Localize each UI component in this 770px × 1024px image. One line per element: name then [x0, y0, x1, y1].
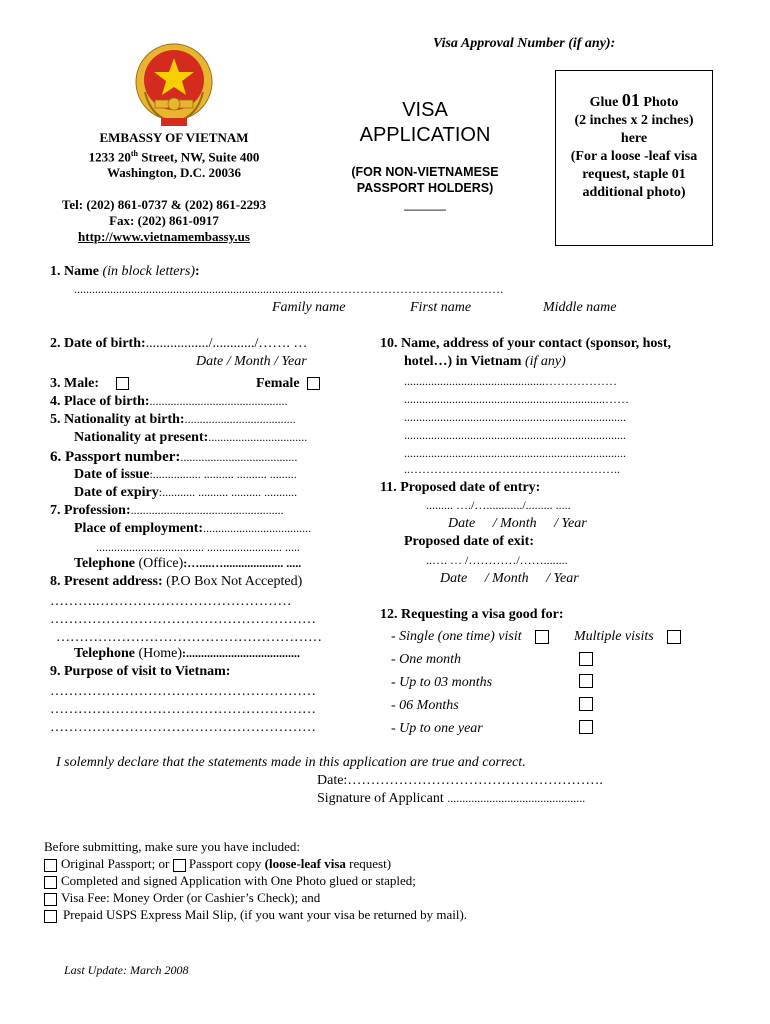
- q11-entry-date[interactable]: ......... …./…............/......... .....: [426, 498, 571, 512]
- q11-exit-hint: Date / Month / Year: [440, 571, 579, 586]
- multiple-visits-checkbox[interactable]: [667, 630, 681, 644]
- single-visit-checkbox[interactable]: [535, 630, 549, 644]
- embassy-address-2: Washington, D.C. 20036: [107, 165, 241, 181]
- q2-date-of-birth[interactable]: 2. Date of birth:................../............/……. …: [50, 336, 308, 351]
- q10-contact-label-2: hotel…) in Vietnam (if any): [404, 354, 566, 369]
- q7-profession[interactable]: 7. Profession:...................................................: [50, 503, 284, 518]
- q5-nationality-birth[interactable]: 5. Nationality at birth:.....................................: [50, 412, 296, 427]
- photo-line-4: (For a loose -leaf visa: [570, 149, 698, 164]
- photo-line-1: Glue 01 Photo: [589, 90, 679, 110]
- q9-line-1[interactable]: …………………………………………………: [50, 684, 316, 699]
- application-checkbox[interactable]: [44, 876, 57, 889]
- q12-visa-label: 12. Requesting a visa good for:: [380, 607, 564, 622]
- q3-male[interactable]: 3. Male:: [50, 376, 133, 392]
- q9-purpose: 9. Purpose of visit to Vietnam:: [50, 664, 231, 679]
- photo-line-6: additional photo): [582, 185, 686, 200]
- option-six-months: - 06 Months: [391, 698, 459, 713]
- declaration-signature[interactable]: Signature of Applicant ..............................................: [317, 791, 586, 806]
- q7-place-of-employment[interactable]: Place of employment:....................................: [74, 521, 312, 536]
- fee-checkbox[interactable]: [44, 893, 57, 906]
- male-checkbox[interactable]: [116, 377, 129, 390]
- q10-line-1[interactable]: ...............................................………………: [404, 374, 617, 388]
- option-single-visit[interactable]: - Single (one time) visit: [391, 629, 553, 645]
- q6-date-of-issue[interactable]: Date of issue:................ .......... .......... .........: [74, 467, 297, 482]
- q11-entry-hint: Date / Month / Year: [448, 516, 587, 531]
- q5-nationality-present[interactable]: Nationality at present:.................................: [74, 430, 308, 445]
- last-update: Last Update: March 2008: [64, 963, 189, 977]
- female-checkbox[interactable]: [307, 377, 320, 390]
- passport-checkbox[interactable]: [44, 859, 57, 872]
- q3-female[interactable]: Female: [256, 376, 324, 392]
- title-rule: ______: [404, 197, 446, 211]
- q1-middle-name: Middle name: [543, 300, 617, 315]
- photo-line-3: here: [620, 131, 648, 146]
- q1-family-name: Family name: [272, 300, 346, 315]
- q7-employment-line[interactable]: .................................... ......................... .....: [96, 540, 300, 554]
- q10-line-2[interactable]: ...................................................................……: [404, 392, 629, 406]
- title-visa: VISA: [402, 99, 448, 121]
- checklist-item-passport[interactable]: Original Passport; or Passport copy (loose-leaf visa request): [44, 856, 391, 872]
- embassy-fax: Fax: (202) 861-0917: [109, 213, 219, 228]
- q10-line-4[interactable]: ..........................................................................: [404, 428, 626, 442]
- q9-line-2[interactable]: …………………………………………………: [50, 702, 316, 717]
- q8-address-line-3[interactable]: …………………………………………………: [56, 630, 322, 645]
- embassy-address-1: 1233 20th Street, NW, Suite 400: [88, 149, 260, 165]
- option-multiple-visits[interactable]: Multiple visits: [574, 629, 685, 645]
- q8-address-line-2[interactable]: …………………………………………………: [50, 612, 316, 627]
- six-months-checkbox[interactable]: [579, 697, 593, 711]
- photo-line-2: (2 inches x 2 inches): [574, 113, 694, 128]
- q6-passport-number[interactable]: 6. Passport number:.......................................: [50, 449, 298, 465]
- q11-exit-label: Proposed date of exit:: [404, 534, 534, 549]
- q10-contact-label: 10. Name, address of your contact (sponsor, host,: [380, 336, 672, 351]
- option-one-year: - Up to one year: [391, 721, 483, 736]
- q8-address-line-1[interactable]: ……….……………………………………: [50, 594, 292, 609]
- three-months-checkbox[interactable]: [579, 674, 593, 688]
- checklist-intro: Before submitting, make sure you have included:: [44, 839, 300, 854]
- option-three-months: - Up to 03 months: [391, 675, 493, 690]
- one-year-checkbox[interactable]: [579, 720, 593, 734]
- option-one-month: - One month: [391, 652, 461, 667]
- checklist-item-application[interactable]: Completed and signed Application with One Photo glued or stapled;: [44, 873, 416, 889]
- q11-entry-label: 11. Proposed date of entry:: [380, 480, 541, 495]
- q10-line-3[interactable]: ..........................................................................: [404, 410, 626, 424]
- photo-line-5: request, staple 01: [582, 167, 686, 182]
- q11-exit-date[interactable]: ..…. … /…………/……........: [426, 553, 568, 567]
- photo-box[interactable]: [555, 70, 713, 246]
- one-month-checkbox[interactable]: [579, 652, 593, 666]
- title-subtitle-1: (FOR NON-VIETNAMESE: [351, 165, 499, 179]
- vietnam-emblem-icon: [133, 42, 215, 128]
- embassy-tel: Tel: (202) 861-0737 & (202) 861-2293: [61, 197, 267, 212]
- telephone-office[interactable]: Telephone (Office):…....….................... .....: [74, 556, 302, 571]
- title-subtitle-2: PASSPORT HOLDERS): [356, 181, 494, 195]
- q2-date-hint: Date / Month / Year: [196, 354, 307, 369]
- telephone-home[interactable]: Telephone (Home):......................................: [74, 646, 300, 661]
- q10-line-6[interactable]: ..……………………………………………..: [404, 462, 620, 476]
- visa-approval-label: Visa Approval Number (if any):: [433, 36, 616, 51]
- q10-line-5[interactable]: ..........................................................................: [404, 446, 626, 460]
- passport-copy-checkbox[interactable]: [173, 859, 186, 872]
- embassy-name: EMBASSY OF VIETNAM: [99, 130, 249, 145]
- q6-date-of-expiry[interactable]: Date of expiry:........... .......... .......... ...........: [74, 485, 298, 500]
- title-application: APPLICATION: [359, 124, 491, 146]
- q1-first-name: First name: [410, 300, 472, 315]
- checklist-item-mail-slip[interactable]: Prepaid USPS Express Mail Slip, (if you want your visa be returned by mail).: [44, 907, 467, 923]
- q8-present-address: 8. Present address: (P.O Box Not Accepted): [50, 574, 303, 589]
- checklist-item-fee[interactable]: Visa Fee: Money Order (or Cashier’s Check); and: [44, 890, 320, 906]
- embassy-url[interactable]: http://www.vietnamembassy.us: [78, 229, 250, 244]
- q1-name-label: 1. Name (in block letters):: [50, 264, 200, 279]
- declaration-date[interactable]: Date:……………………………………………….: [317, 773, 603, 788]
- q1-name-field[interactable]: ..................................................................................……………………………………….: [74, 282, 503, 296]
- declaration-text: I solemnly declare that the statements made in this application are true and correct.: [56, 755, 526, 770]
- mail-slip-checkbox[interactable]: [44, 910, 57, 923]
- q4-place-of-birth[interactable]: 4. Place of birth:..............................................: [50, 394, 288, 409]
- q9-line-3[interactable]: …………………………………………………: [50, 720, 316, 735]
